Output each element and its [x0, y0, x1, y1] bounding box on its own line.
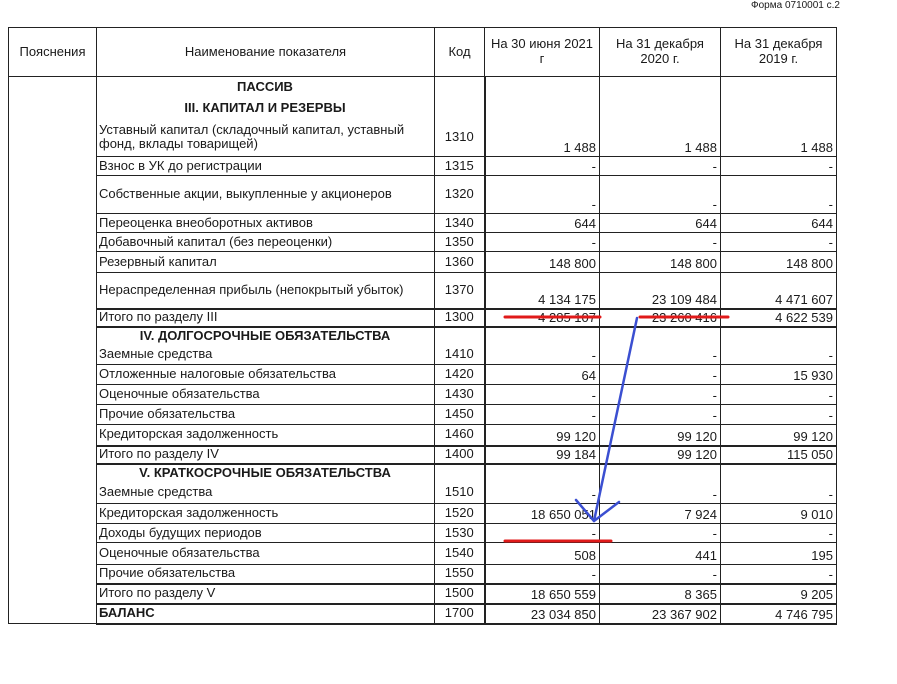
table-row — [9, 214, 837, 233]
row-value-period-2: - — [600, 385, 721, 405]
row-code: 1460 — [435, 425, 485, 446]
row-name: Заемные средства — [97, 483, 435, 504]
row-name: Заемные средства — [97, 345, 435, 365]
row-value-period-3: - — [721, 233, 837, 252]
row-name: Оценочные обязательства — [97, 543, 435, 565]
row-code: 1320 — [435, 176, 485, 214]
row-code: 1530 — [435, 524, 485, 543]
row-value-period-1: 4 285 107 — [485, 309, 600, 327]
row-name: Нераспределенная прибыль (непокрытый убыток) — [97, 273, 435, 309]
row-value-period-3: - — [721, 385, 837, 405]
table-row — [9, 119, 837, 157]
table-row — [9, 405, 837, 425]
row-code: 1550 — [435, 565, 485, 584]
row-code: 1350 — [435, 233, 485, 252]
row-value-period-1: 64 — [485, 365, 600, 385]
row-value-period-1: - — [485, 345, 600, 365]
row-value-period-2: 1 488 — [600, 119, 721, 157]
row-value-period-1: - — [485, 233, 600, 252]
row-code: 1315 — [435, 157, 485, 176]
row-code: 1340 — [435, 214, 485, 233]
row-value-period-3: 4 622 539 — [721, 309, 837, 327]
row-code: 1310 — [435, 119, 485, 157]
row-value-period-1: - — [485, 157, 600, 176]
row-value-period-3: 9 205 — [721, 584, 837, 604]
row-name: Отложенные налоговые обязательства — [97, 365, 435, 385]
row-name: Кредиторская задолженность — [97, 425, 435, 446]
row-value-period-3: 4 746 795 — [721, 604, 837, 624]
row-value-period-2: - — [600, 176, 721, 214]
table-row — [9, 273, 837, 309]
row-value-period-3: 1 488 — [721, 119, 837, 157]
liabilities-heading: ПАССИВ — [97, 77, 435, 99]
row-value-period-2: 8 365 — [600, 584, 721, 604]
row-name: Прочие обязательства — [97, 405, 435, 425]
row-name: Взнос в УК до регистрации — [97, 157, 435, 176]
row-value-period-3: 644 — [721, 214, 837, 233]
row-name: Уставный капитал (складочный капитал, уставный фонд, вклады товарищей) — [97, 119, 435, 157]
row-value-period-2: - — [600, 365, 721, 385]
section3-heading-row — [9, 99, 837, 119]
row-value-period-1: - — [485, 565, 600, 584]
col-header-name: Наименование показателя — [97, 28, 435, 77]
row-name: Кредиторская задолженность — [97, 504, 435, 524]
row-value-period-1: - — [485, 483, 600, 504]
row-code: 1300 — [435, 309, 485, 327]
row-code: 1700 — [435, 604, 485, 624]
table-row — [9, 309, 837, 327]
row-value-period-2: - — [600, 405, 721, 425]
row-value-period-2: 644 — [600, 214, 721, 233]
row-value-period-2: 441 — [600, 543, 721, 565]
row-value-period-2: 23 109 484 — [600, 273, 721, 309]
row-value-period-2: 148 800 — [600, 252, 721, 273]
row-code: 1450 — [435, 405, 485, 425]
row-code: 1430 — [435, 385, 485, 405]
table-row — [9, 543, 837, 565]
table-row — [9, 252, 837, 273]
row-value-period-2: - — [600, 483, 721, 504]
row-value-period-1: 99 120 — [485, 425, 600, 446]
row-code: 1510 — [435, 483, 485, 504]
row-name: Резервный капитал — [97, 252, 435, 273]
row-code: 1420 — [435, 365, 485, 385]
row-code: 1540 — [435, 543, 485, 565]
row-value-period-1: - — [485, 176, 600, 214]
row-value-period-3: - — [721, 345, 837, 365]
row-name: Собственные акции, выкупленные у акционеров — [97, 176, 435, 214]
row-name: Прочие обязательства — [97, 565, 435, 584]
row-name: Итого по разделу III — [97, 309, 435, 327]
section5-heading: V. КРАТКОСРОЧНЫЕ ОБЯЗАТЕЛЬСТВА — [97, 464, 435, 483]
row-code: 1500 — [435, 584, 485, 604]
row-value-period-1: 23 034 850 — [485, 604, 600, 624]
section3-heading: III. КАПИТАЛ И РЕЗЕРВЫ — [97, 99, 435, 119]
col-header-period-3: На 31 декабря 2019 г. — [721, 28, 837, 77]
table-row — [9, 385, 837, 405]
row-value-period-2: 23 367 902 — [600, 604, 721, 624]
table-row — [9, 483, 837, 504]
row-value-period-1: 4 134 175 — [485, 273, 600, 309]
table-row — [9, 176, 837, 214]
row-name: Добавочный капитал (без переоценки) — [97, 233, 435, 252]
row-value-period-1: - — [485, 405, 600, 425]
balance-sheet-table — [8, 27, 837, 625]
row-value-period-1: 508 — [485, 543, 600, 565]
row-value-period-3: 195 — [721, 543, 837, 565]
row-value-period-3: 115 050 — [721, 446, 837, 464]
liabilities-heading-row — [9, 77, 837, 99]
row-value-period-2: 99 120 — [600, 446, 721, 464]
row-value-period-1: 148 800 — [485, 252, 600, 273]
row-value-period-3: - — [721, 157, 837, 176]
col-header-code: Код — [435, 28, 485, 77]
row-value-period-1: 1 488 — [485, 119, 600, 157]
row-code: 1370 — [435, 273, 485, 309]
col-header-notes: Пояснения — [9, 28, 97, 77]
row-value-period-2: - — [600, 157, 721, 176]
row-name: БАЛАНС — [97, 604, 435, 624]
row-value-period-2: - — [600, 565, 721, 584]
row-value-period-1: 18 650 559 — [485, 584, 600, 604]
row-value-period-2: 99 120 — [600, 425, 721, 446]
row-name: Оценочные обязательства — [97, 385, 435, 405]
col-header-period-1: На 30 июня 2021 г — [485, 28, 600, 77]
table-row — [9, 524, 837, 543]
row-value-period-3: - — [721, 483, 837, 504]
table-row — [9, 425, 837, 446]
table-row — [9, 504, 837, 524]
row-value-period-3: 99 120 — [721, 425, 837, 446]
row-code: 1410 — [435, 345, 485, 365]
row-value-period-3: - — [721, 405, 837, 425]
table-row — [9, 233, 837, 252]
row-value-period-3: - — [721, 524, 837, 543]
row-value-period-1: 18 650 051 — [485, 504, 600, 524]
row-value-period-2: 7 924 — [600, 504, 721, 524]
row-value-period-1: 99 184 — [485, 446, 600, 464]
row-value-period-3: 15 930 — [721, 365, 837, 385]
section4-heading: IV. ДОЛГОСРОЧНЫЕ ОБЯЗАТЕЛЬСТВА — [97, 327, 435, 345]
table-row — [9, 157, 837, 176]
table-row — [9, 365, 837, 385]
table-row — [9, 584, 837, 604]
table-row — [9, 604, 837, 624]
table-header — [9, 28, 837, 77]
section4-heading-row — [9, 327, 837, 345]
row-value-period-3: - — [721, 176, 837, 214]
row-code: 1400 — [435, 446, 485, 464]
row-name: Итого по разделу IV — [97, 446, 435, 464]
row-value-period-3: - — [721, 565, 837, 584]
row-value-period-1: - — [485, 385, 600, 405]
row-name: Доходы будущих периодов — [97, 524, 435, 543]
row-name: Итого по разделу V — [97, 584, 435, 604]
row-value-period-1: 644 — [485, 214, 600, 233]
table-row — [9, 345, 837, 365]
row-code: 1520 — [435, 504, 485, 524]
row-value-period-2: 23 260 416 — [600, 309, 721, 327]
table-row — [9, 565, 837, 584]
form-number: Форма 0710001 с.2 — [751, 0, 840, 11]
row-value-period-2: - — [600, 524, 721, 543]
row-value-period-1: - — [485, 524, 600, 543]
row-value-period-3: 148 800 — [721, 252, 837, 273]
row-code: 1360 — [435, 252, 485, 273]
table-row — [9, 446, 837, 464]
col-header-period-2: На 31 декабря 2020 г. — [600, 28, 721, 77]
row-value-period-2: - — [600, 233, 721, 252]
row-value-period-3: 4 471 607 — [721, 273, 837, 309]
row-value-period-3: 9 010 — [721, 504, 837, 524]
section5-heading-row — [9, 464, 837, 483]
row-name: Переоценка внеоборотных активов — [97, 214, 435, 233]
row-value-period-2: - — [600, 345, 721, 365]
